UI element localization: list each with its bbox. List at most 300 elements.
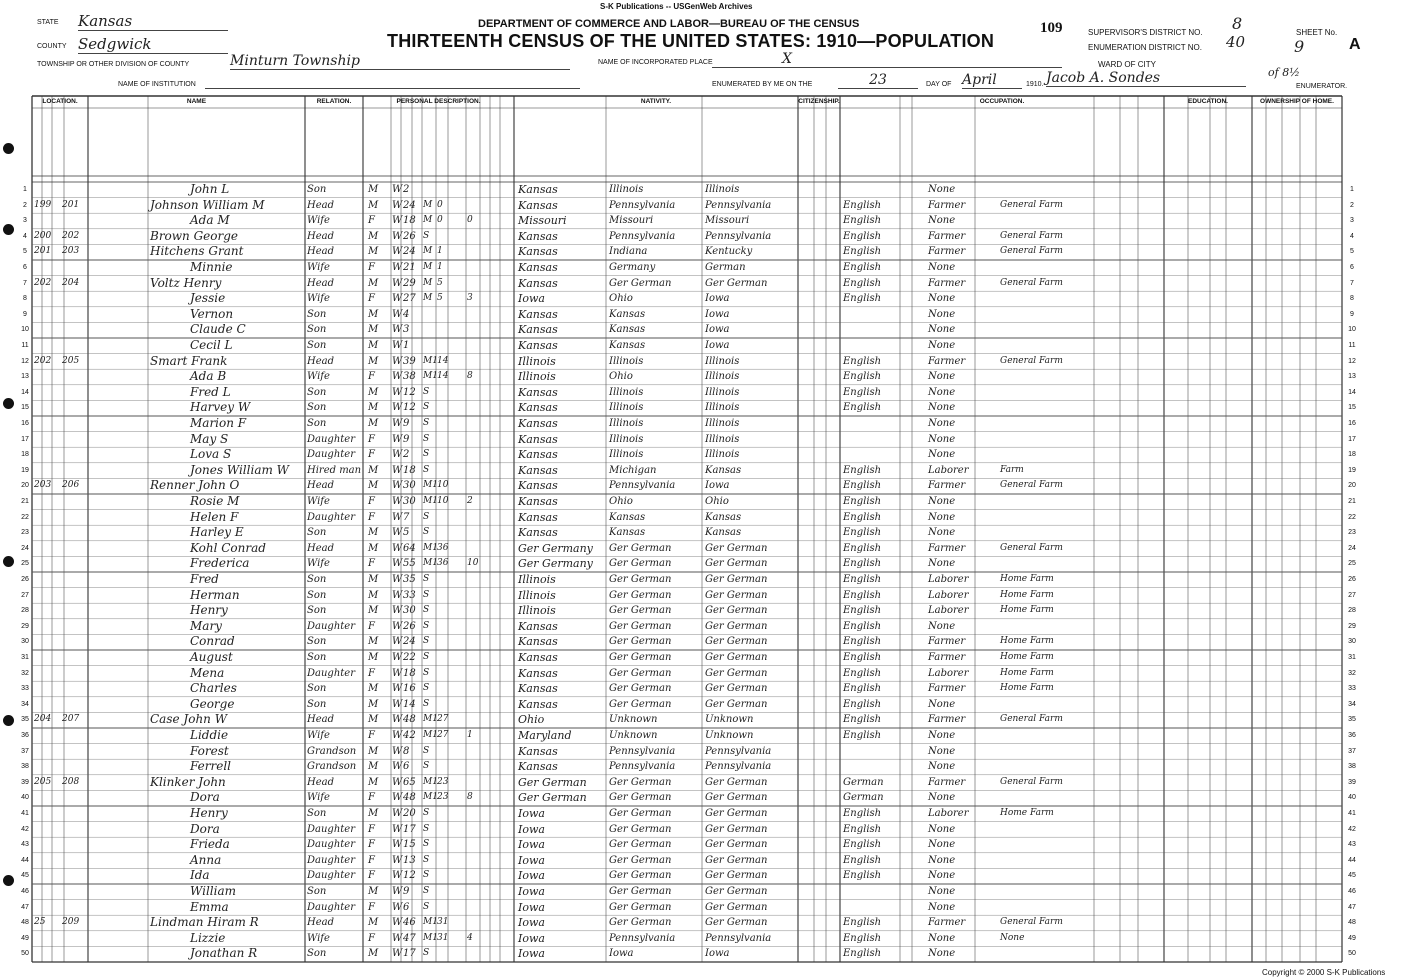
cell-occ: Farmer (928, 230, 966, 242)
cell-mbp: Illinois (705, 402, 740, 414)
cell-mbp: Kansas (705, 527, 742, 539)
cell-fbp: Ger German (609, 917, 672, 929)
cell-occ: Farmer (928, 683, 966, 695)
cell-ch: 10 (467, 558, 479, 569)
column-group-heading: CITIZENSHIP. (798, 98, 840, 105)
cell-age: 12 (403, 386, 416, 398)
cell-rel: Head (307, 277, 335, 289)
cell-race: W (392, 527, 403, 539)
cell-mbp: Ger German (705, 886, 768, 897)
cell-mbp: Pennsylvania (705, 230, 772, 242)
cell-mbp: Iowa (705, 308, 730, 320)
row-number: 1 (1350, 186, 1354, 193)
cell-lang: English (843, 870, 882, 882)
row-number: 37 (21, 747, 29, 755)
cell-rel: Head (307, 917, 335, 929)
cell-age: 30 (403, 605, 416, 617)
cell-yrs: 0 (437, 215, 443, 226)
row-number: 34 (21, 700, 29, 708)
cell-rel: Son (307, 184, 327, 195)
cell-fbp: Pennsylvania (609, 745, 676, 757)
cell-ms: S (423, 948, 430, 959)
cell-fbp: Ger German (609, 808, 672, 819)
cell-occ: None (928, 418, 956, 429)
cell-occ: Farmer (928, 636, 966, 648)
cell-race: W (392, 745, 403, 757)
row-number: 8 (1350, 295, 1354, 303)
cell-occ: None (928, 901, 956, 913)
cell-occ: Farmer (928, 277, 966, 289)
row-number: 12 (1348, 357, 1356, 365)
cell-fbp: Ger German (609, 558, 672, 570)
row-number: 50 (1348, 950, 1356, 958)
cell-age: 24 (403, 199, 416, 211)
cell-name: John L (190, 182, 230, 196)
cell-race: W (392, 246, 403, 258)
enumerator-label: ENUMERATOR. (1296, 83, 1348, 90)
cell-name: Conrad (190, 634, 235, 649)
cell-sex: M (368, 808, 379, 819)
cell-ms: S (423, 839, 430, 850)
cell-ind: General Farm (1000, 246, 1063, 257)
enum-day: 23 (838, 72, 918, 89)
cell-ms: S (423, 745, 430, 756)
cell-sex: M (368, 714, 379, 726)
cell-rel: Daughter (307, 839, 355, 851)
cell-bp: Kansas (518, 651, 558, 664)
cell-mbp: Illinois (705, 449, 740, 461)
cell-age: 22 (403, 652, 416, 663)
cell-lang: English (843, 558, 882, 570)
cell-ms: S (423, 636, 430, 647)
cell-race: W (392, 558, 403, 570)
cell-yrs: 14 (437, 355, 449, 366)
cell-lang: English (843, 355, 882, 367)
cell-occ: Farmer (928, 480, 966, 492)
cell-sex: M (368, 386, 379, 398)
cell-race: W (392, 589, 403, 601)
cell-mbp: Ger German (705, 652, 768, 663)
cell-dw: 25 (34, 917, 46, 928)
cell-lang: English (843, 667, 882, 679)
cell-fam: 206 (62, 480, 80, 491)
cell-name: Frieda (190, 837, 230, 852)
cell-race: W (392, 823, 403, 835)
cell-lang: English (843, 293, 882, 305)
cell-race: W (392, 215, 403, 227)
cell-fbp: Illinois (609, 386, 644, 398)
cell-lang: English (843, 620, 882, 632)
cell-rel: Daughter (307, 870, 355, 882)
cell-lang: English (843, 652, 882, 663)
cell-age: 2 (403, 449, 410, 461)
cell-occ: None (928, 854, 956, 866)
cell-occ: None (928, 558, 956, 570)
cell-ms: S (423, 449, 430, 460)
cell-ind: Farm (1000, 464, 1024, 475)
cell-fbp: Indiana (609, 246, 648, 258)
row-number: 40 (21, 794, 29, 802)
cell-name: Harvey W (190, 400, 251, 415)
cell-sex: M (368, 589, 379, 601)
cell-mbp: Iowa (705, 480, 730, 492)
cell-bp: Kansas (518, 276, 558, 290)
cell-fbp: Ger German (609, 839, 672, 851)
cell-dw: 199 (34, 199, 52, 210)
cell-occ: None (928, 886, 956, 897)
cell-lang: English (843, 230, 882, 242)
cell-mbp: Illinois (705, 371, 740, 383)
cell-rel: Head (307, 542, 335, 554)
cell-dw: 202 (34, 277, 52, 288)
state-label: STATE (37, 19, 59, 26)
cell-fbp: Missouri (609, 215, 654, 227)
cell-fam: 207 (62, 714, 80, 725)
cell-lang: English (843, 574, 882, 585)
cell-race: W (392, 620, 403, 632)
cell-ms: M (423, 215, 433, 226)
cell-race: W (392, 636, 403, 648)
cell-name: Vernon (190, 306, 234, 321)
cell-yrs: 10 (437, 496, 449, 506)
cell-lang: English (843, 714, 882, 726)
row-number: 46 (21, 888, 29, 895)
column-group-heading: NAME (186, 98, 207, 105)
cell-sex: F (368, 667, 375, 679)
cell-age: 26 (403, 230, 416, 242)
column-group-heading: NATIVITY. (640, 98, 672, 105)
row-number: 11 (1348, 342, 1356, 349)
row-number: 35 (21, 716, 29, 724)
cell-mbp: Ger German (705, 839, 768, 851)
row-number: 47 (1348, 903, 1356, 911)
cell-race: W (392, 449, 403, 461)
row-number: 7 (1350, 279, 1354, 287)
cell-bp: Kansas (518, 463, 558, 477)
cell-ch: 4 (467, 932, 473, 943)
cell-occ: None (928, 371, 956, 383)
row-number: 32 (1348, 669, 1356, 677)
row-number: 3 (1350, 217, 1354, 225)
cell-fam: 204 (62, 277, 80, 288)
cell-age: 21 (403, 262, 416, 273)
cell-ms: S (423, 652, 430, 662)
cell-mbp: Unknown (705, 730, 754, 741)
cell-lang: English (843, 698, 882, 710)
row-number: 36 (1348, 732, 1356, 739)
cell-ms: S (423, 854, 430, 865)
cell-sex: F (368, 215, 375, 227)
row-number: 23 (1348, 529, 1356, 537)
cell-age: 3 (403, 324, 410, 336)
cell-fbp: Ger German (609, 854, 672, 866)
cell-bp: Illinois (518, 588, 556, 602)
cell-age: 12 (403, 870, 416, 882)
cell-race: W (392, 574, 403, 585)
cell-name: Liddie (190, 728, 229, 742)
column-group-heading: PERSONAL DESCRIPTION. (396, 98, 481, 105)
cell-rel: Daughter (307, 620, 355, 632)
cell-occ: None (928, 308, 956, 320)
row-number: 34 (1348, 700, 1356, 708)
cell-ind: Home Farm (1000, 683, 1054, 694)
row-number: 24 (1348, 544, 1356, 552)
cell-bp: Ohio (518, 713, 545, 727)
cell-fbp: Ger German (609, 823, 672, 835)
cell-race: W (392, 340, 403, 351)
cell-bp: Kansas (518, 448, 558, 462)
cell-ms: M1 (423, 371, 438, 382)
cell-name: Lova S (190, 447, 232, 462)
cell-mbp: Pennsylvania (705, 932, 772, 944)
cell-age: 30 (403, 496, 416, 507)
cell-sex: M (368, 948, 379, 960)
cell-sex: F (368, 620, 375, 632)
cell-bp: Kansas (518, 401, 558, 415)
cell-lang: English (843, 262, 882, 273)
cell-dw: 204 (34, 714, 52, 725)
cell-sex: M (368, 776, 379, 788)
row-number: 47 (21, 903, 29, 911)
cell-mbp: Ger German (705, 776, 768, 788)
cell-mbp: Ger German (705, 605, 768, 617)
row-number: 20 (21, 482, 29, 490)
cell-mbp: Kansas (705, 464, 742, 476)
row-number: 30 (1348, 638, 1356, 646)
row-number: 44 (1348, 856, 1356, 864)
cell-ind: None (1000, 932, 1025, 943)
cell-lang: English (843, 605, 882, 617)
cell-mbp: Ohio (705, 496, 729, 507)
cell-name: Voltz Henry (150, 275, 222, 290)
cell-fbp: Ger German (609, 698, 672, 710)
cell-occ: None (928, 511, 956, 523)
row-number: 49 (21, 934, 29, 942)
cell-name: Jessie (190, 291, 226, 306)
cell-lang: English (843, 464, 882, 476)
cell-ind: Home Farm (1000, 636, 1054, 647)
cell-rel: Wife (307, 792, 330, 804)
cell-fbp: Kansas (609, 527, 646, 539)
row-number: 20 (1348, 482, 1356, 490)
cell-mbp: Iowa (705, 293, 730, 305)
cell-race: W (392, 667, 403, 679)
cell-rel: Wife (307, 730, 330, 741)
cell-ind: General Farm (1000, 776, 1063, 787)
row-number: 19 (1348, 466, 1356, 474)
cell-bp: Illinois (518, 604, 556, 618)
row-number: 15 (1348, 404, 1356, 412)
cell-mbp: Ger German (705, 558, 768, 570)
cell-sex: F (368, 823, 375, 835)
cell-name: Helen F (190, 509, 239, 524)
cell-bp: Ger German (518, 791, 587, 805)
cell-dw: 203 (34, 480, 52, 491)
cell-ind: Home Farm (1000, 589, 1054, 600)
cell-fbp: Illinois (609, 418, 644, 429)
cell-ch: 8 (467, 792, 473, 803)
row-number: 6 (1350, 264, 1354, 271)
cell-mbp: Ger German (705, 854, 768, 866)
cell-race: W (392, 761, 403, 773)
cell-occ: Laborer (928, 574, 969, 585)
cell-ms: M1 (423, 480, 438, 491)
row-number: 32 (21, 669, 29, 677)
cell-bp: Kansas (518, 307, 558, 321)
cell-sex: M (368, 527, 379, 539)
cell-bp: Iowa (518, 853, 545, 867)
cell-name: Frederica (190, 556, 250, 571)
cell-age: 6 (403, 761, 410, 773)
cell-age: 20 (403, 808, 416, 819)
cell-age: 65 (403, 776, 416, 788)
cell-rel: Son (307, 418, 327, 429)
cell-rel: Head (307, 199, 335, 211)
cell-bp: Ger Germany (518, 541, 593, 555)
cell-lang: English (843, 730, 882, 741)
cell-lang: English (843, 480, 882, 492)
cell-mbp: Ger German (705, 667, 768, 679)
cell-bp: Kansas (518, 229, 558, 243)
cell-ind: General Farm (1000, 277, 1063, 288)
cell-fam: 208 (62, 776, 80, 787)
cell-rel: Son (307, 886, 327, 897)
cell-rel: Head (307, 776, 335, 788)
cell-sex: F (368, 293, 375, 305)
cell-age: 5 (403, 527, 410, 539)
cell-bp: Kansas (518, 666, 558, 680)
cell-ms: S (423, 808, 430, 818)
cell-mbp: Illinois (705, 418, 740, 429)
cell-bp: Kansas (518, 619, 558, 633)
cell-ms: S (423, 230, 430, 241)
cell-ms: S (423, 870, 430, 881)
cell-race: W (392, 839, 403, 851)
cell-ms: S (423, 886, 430, 896)
cell-age: 4 (403, 308, 410, 320)
cell-race: W (392, 184, 403, 195)
cell-dw: 205 (34, 776, 52, 787)
of-count: of 8½ (1268, 66, 1300, 79)
row-number: 8 (23, 295, 27, 303)
cell-rel: Head (307, 246, 335, 258)
cell-ind: Home Farm (1000, 652, 1054, 662)
cell-fbp: Ger German (609, 620, 672, 632)
cell-sex: M (368, 308, 379, 320)
cell-age: 7 (403, 511, 410, 523)
row-number: 41 (1348, 810, 1356, 817)
cell-race: W (392, 714, 403, 726)
cell-dw: 201 (34, 246, 52, 257)
cell-bp: Kansas (518, 510, 558, 524)
cell-race: W (392, 418, 403, 429)
enumerator-signature: Jacob A. Sondes (1046, 70, 1246, 87)
cell-rel: Hired man (307, 464, 362, 476)
row-number: 45 (21, 872, 29, 880)
cell-rel: Daughter (307, 667, 355, 679)
cell-lang: English (843, 683, 882, 695)
cell-race: W (392, 652, 403, 663)
cell-rel: Head (307, 480, 335, 492)
cell-age: 46 (403, 917, 416, 929)
row-number: 13 (1348, 373, 1356, 381)
cell-name: Minnie (190, 260, 233, 274)
cell-ms: S (423, 402, 430, 413)
cell-sex: M (368, 761, 379, 773)
row-number: 9 (1350, 310, 1354, 318)
cell-name: Cecil L (190, 338, 233, 352)
row-number: 48 (21, 919, 29, 927)
cell-name: Claude C (190, 322, 246, 337)
cell-ind: Home Farm (1000, 574, 1054, 584)
column-group-heading: OCCUPATION. (979, 98, 1025, 105)
cell-name: Dora (190, 790, 220, 805)
row-number: 42 (1348, 825, 1356, 833)
cell-sex: M (368, 464, 379, 476)
cell-race: W (392, 917, 403, 929)
cell-occ: None (928, 215, 956, 227)
cell-yrs: 27 (437, 730, 449, 740)
row-number: 22 (1348, 513, 1356, 521)
cell-sex: M (368, 636, 379, 648)
row-number: 25 (21, 560, 29, 568)
cell-rel: Son (307, 698, 327, 710)
row-number: 25 (1348, 560, 1356, 568)
cell-bp: Kansas (518, 385, 558, 399)
cell-fam: 209 (62, 917, 80, 928)
cell-name: Ida (190, 868, 210, 883)
incorporated-value: X (712, 51, 1062, 68)
cell-bp: Maryland (518, 729, 572, 742)
cell-race: W (392, 542, 403, 554)
page-number: 109 (1040, 20, 1063, 36)
row-number: 45 (1348, 872, 1356, 880)
row-number: 33 (21, 685, 29, 693)
row-number: 22 (21, 513, 29, 521)
cell-yrs: 14 (437, 371, 449, 382)
cell-rel: Daughter (307, 854, 355, 866)
row-number: 38 (1348, 763, 1356, 771)
cell-fbp: Ger German (609, 277, 672, 289)
cell-fbp: Ohio (609, 293, 633, 305)
cell-sex: M (368, 418, 379, 429)
cell-fbp: Pennsylvania (609, 230, 676, 242)
sheet-label: SHEET No. (1296, 28, 1338, 37)
row-number: 35 (1348, 716, 1356, 724)
cell-fbp: Illinois (609, 449, 644, 461)
cell-name: Hitchens Grant (150, 244, 244, 259)
cell-fbp: Ger German (609, 652, 672, 663)
cell-race: W (392, 698, 403, 710)
row-number: 2 (1350, 201, 1354, 209)
row-number: 7 (23, 279, 27, 287)
cell-mbp: Iowa (705, 948, 730, 960)
cell-lang: English (843, 496, 882, 507)
row-number: 21 (1348, 498, 1356, 505)
cell-ms: M (423, 246, 433, 257)
cell-bp: Kansas (518, 417, 558, 430)
cell-bp: Kansas (518, 323, 558, 337)
cell-mbp: Ger German (705, 901, 768, 913)
cell-ms: S (423, 589, 430, 600)
cell-race: W (392, 511, 403, 523)
cell-rel: Wife (307, 215, 330, 227)
cell-age: 2 (403, 184, 410, 195)
cell-yrs: 31 (437, 932, 449, 943)
cell-race: W (392, 277, 403, 289)
cell-bp: Iowa (518, 807, 545, 820)
cell-mbp: Kansas (705, 511, 742, 523)
